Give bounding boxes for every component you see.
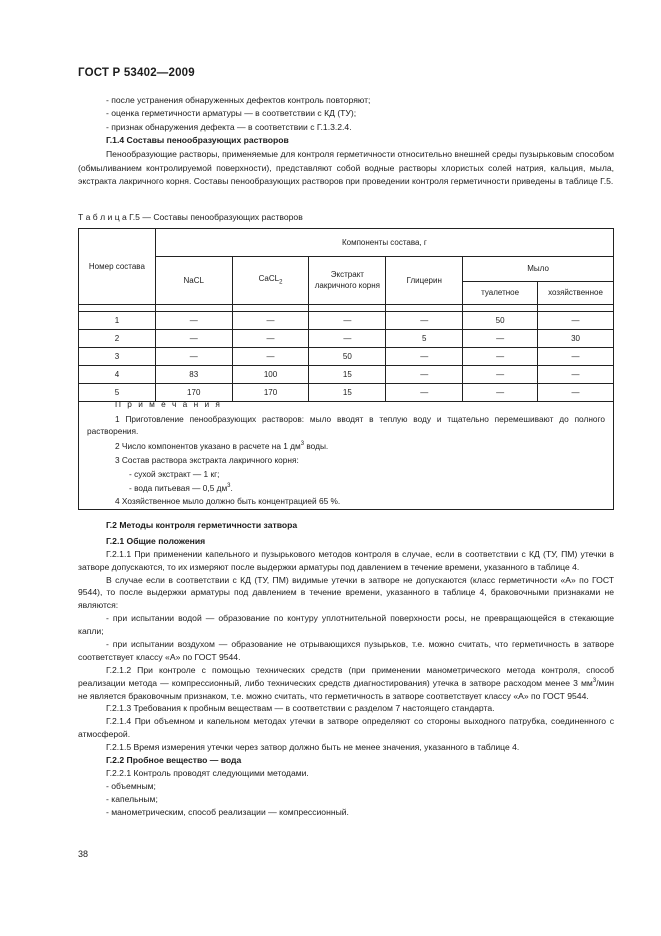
note-2	[87, 441, 605, 452]
table-row	[79, 312, 614, 330]
note-3a: - сухой экстракт — 1 кг;	[129, 468, 220, 479]
cell: 3	[79, 348, 156, 366]
header-nacl: NaCL	[155, 257, 232, 305]
cell: —	[232, 312, 309, 330]
list-item: - манометрическим, способ реализации — компрессионный.	[106, 806, 349, 817]
cell: —	[309, 312, 386, 330]
table-row	[79, 330, 614, 348]
cell: 5	[386, 330, 463, 348]
table-row	[79, 366, 614, 384]
notes-title: П р и м е ч а н и я	[115, 399, 222, 409]
paragraph-g14: Пенообразующие растворы, применяемые для контроля герметичности относительно внешней среды пузырьковым способом (обмыливанием контролируемой поверхности), представляют собой водные растворы хлористых солей натрия, кальция, мыла, экстракта лакричного корня. Составы пенообразующих растворов при проведении контроля герметичности приведены в таблице Г.5.	[78, 149, 614, 186]
cell: —	[232, 330, 309, 348]
section-heading-g2: Г.2 Методы контроля герметичности затвора	[106, 520, 298, 530]
section-heading-g22: Г.2.2 Пробное вещество — вода	[106, 755, 242, 766]
cell: 1	[79, 312, 156, 330]
table-row	[79, 348, 614, 366]
cell: 170	[155, 384, 232, 402]
cell: —	[538, 384, 614, 402]
cell: 50	[463, 312, 538, 330]
cell: —	[155, 330, 232, 348]
cell: 15	[309, 366, 386, 384]
header-soap-toilet: туалетное	[463, 282, 538, 305]
cell: —	[463, 384, 538, 402]
note-2-text: 2 Число компонентов указано в расчете на 1 дм	[115, 440, 301, 451]
cell: 30	[538, 330, 614, 348]
intro-list	[78, 95, 614, 188]
header-soap: Мыло	[463, 257, 614, 282]
section-heading-g21: Г.2.1 Общие положения	[106, 535, 206, 546]
cell: —	[386, 366, 463, 384]
cell: —	[538, 366, 614, 384]
header-number: Номер состава	[79, 229, 156, 305]
document-header: ГОСТ Р 53402—2009	[78, 67, 195, 79]
section-heading-g14: Г.1.4 Составы пенообразующих растворов	[106, 134, 289, 145]
cell: 170	[232, 384, 309, 402]
header-components: Компоненты состава, г	[155, 229, 613, 257]
cell: —	[386, 348, 463, 366]
header-cacl	[232, 257, 309, 305]
cell: —	[155, 348, 232, 366]
paragraph-g212	[78, 664, 614, 703]
cell: 83	[155, 366, 232, 384]
paragraph-g212-sup: 3	[592, 677, 597, 684]
cell: —	[309, 330, 386, 348]
cell: —	[386, 312, 463, 330]
paragraph-g213: Г.2.1.3 Требования к пробным веществам — в соответствии с разделом 7 настоящего стандарта.	[106, 703, 495, 714]
paragraph-g212-post: /мин не является браковочным признаком, т.е. можно считать, что герметичность в затворе соответствует классу «А» по ГОСТ 9544.	[78, 677, 614, 701]
compositions-table	[78, 228, 614, 402]
cell: —	[538, 348, 614, 366]
cell: 100	[232, 366, 309, 384]
note-3b-text: - вода питьевая — 0,5 дм	[129, 482, 228, 493]
table-caption	[78, 212, 614, 222]
header-cacl-sub: 2	[279, 279, 283, 286]
cell: —	[386, 384, 463, 402]
paragraph-g211: Г.2.1.1 При применении капельного и пузырькового методов контроля в случае, если в соответствии с КД (ТУ, ПМ) утечки в затворе допускаются, то их измеряют после выдержки арматуры под давлением в течение времени, указанного в таблице 4.	[78, 548, 614, 572]
paragraph-g214: Г.2.1.4 При объемном и капельном методах утечки в затворе определяют со стороны выходного патрубка, соединенного с атмосферой.	[78, 716, 614, 740]
cell: —	[155, 312, 232, 330]
cell: —	[463, 330, 538, 348]
table-caption-prefix: Т а б л и ц а Г.5	[78, 212, 140, 222]
list-item: - оценка герметичности арматуры — в соответствии с КД (ТУ);	[106, 108, 357, 119]
header-cacl-text: CaCL	[258, 274, 280, 284]
note-2-post: воды.	[304, 440, 329, 451]
page-number: 38	[78, 849, 89, 859]
list-item: - при испытании воздухом — образование не отрывающихся пузырьков, т.е. можно считать, что герметичность в затворе соответствует классу «А» по ГОСТ 9544.	[78, 639, 614, 662]
header-extract: Экстракт лакричного корня	[309, 257, 386, 305]
note-3b	[87, 483, 605, 494]
paragraph-g211b: В случае если в соответствии с КД (ТУ, ПМ) видимые утечки в затворе не допускаются (класс герметичности «А» по ГОСТ 9544), то после выдержки арматуры под давлением в течение времени, указанного в таблице 4, браковочными признаками не являются:	[78, 574, 614, 611]
list-item: - после устранения обнаруженных дефектов контроль повторяют;	[106, 95, 371, 105]
header-glycerin: Глицерин	[386, 257, 463, 305]
paragraph-g215: Г.2.1.5 Время измерения утечки через затвор должно быть не менее значения, указанного в таблице 4.	[106, 742, 520, 753]
list-item: - признак обнаружения дефекта — в соответствии с Г.1.3.2.4.	[106, 121, 352, 132]
cell: 5	[79, 384, 156, 402]
cell: 50	[309, 348, 386, 366]
section-g2	[78, 519, 614, 818]
note-3: 3 Состав раствора экстракта лакричного корня:	[115, 454, 299, 465]
cell: —	[463, 348, 538, 366]
cell: 4	[79, 366, 156, 384]
cell: 2	[79, 330, 156, 348]
list-item: - при испытании водой — образование по контуру уплотнительной поверхности росы, не превращающейся в стекающие капли;	[78, 613, 614, 637]
cell: —	[538, 312, 614, 330]
note-4: 4 Хозяйственное мыло должно быть концентрацией 65 %.	[115, 496, 341, 507]
cell: 15	[309, 384, 386, 402]
note-3b-sup: 3	[227, 482, 231, 489]
table-notes	[78, 394, 614, 510]
note-3b-post: .	[230, 482, 233, 493]
note-2-sup: 3	[300, 440, 305, 447]
note-1: 1 Приготовление пенообразующих растворов: мыло вводят в теплую воду и тщательно перемешивают до полного растворения.	[87, 413, 605, 436]
list-item: - капельным;	[106, 793, 158, 804]
cell: —	[463, 366, 538, 384]
paragraph-g212-text: Г.2.1.2 При контроле с помощью технических средств (при применении манометрического метода контроля, способ реализации метода — компрессионный, либо технических средств диагностирования) утечка в затворе расходом менее 3 мм	[78, 664, 614, 688]
cell: —	[232, 348, 309, 366]
list-item: - объемным;	[106, 780, 156, 791]
paragraph-g221: Г.2.2.1 Контроль проводят следующими методами.	[106, 767, 309, 778]
header-soap-household: хозяйственное	[538, 282, 614, 305]
table-caption-text: — Составы пенообразующих растворов	[139, 212, 303, 222]
